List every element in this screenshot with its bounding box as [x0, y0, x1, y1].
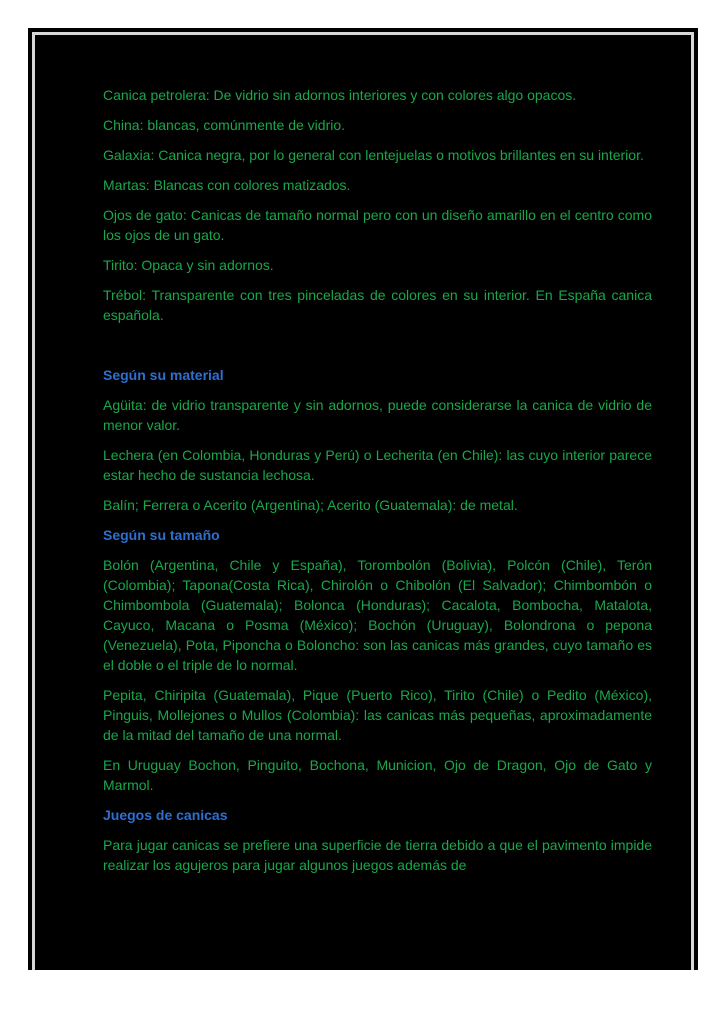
section-spacer — [103, 335, 652, 365]
paragraph-balin: Balín; Ferrera o Acerito (Argentina); Acerito (Guatemala): de metal. — [103, 497, 518, 513]
paragraph-canica-petrolera: Canica petrolera: De vidrio sin adornos interiores y con colores algo opacos. — [103, 87, 577, 103]
page-frame-top — [32, 32, 694, 35]
paragraph-martas: Martas: Blancas con colores matizados. — [103, 177, 351, 193]
paragraph-tirito: Tirito: Opaca y sin adornos. — [103, 257, 274, 273]
heading-segun-su-tamano: Según su tamaño — [103, 527, 220, 543]
document-page — [28, 28, 698, 970]
paragraph-para-jugar: Para jugar canicas se prefiere una superficie de tierra debido a que el pavimento impide realizar los agujeros para jugar algunos juegos además de — [103, 837, 652, 873]
paragraph-uruguay: En Uruguay Bochon, Pinguito, Bochona, Municion, Ojo de Dragon, Ojo de Gato y Marmol. — [103, 757, 652, 793]
paragraph-trebol: Trébol: Transparente con tres pinceladas de colores en su interior. En España canica española. — [103, 287, 652, 323]
document-content — [103, 85, 652, 885]
paragraph-lechera: Lechera (en Colombia, Honduras y Perú) o Lecherita (en Chile): las cuyo interior parece estar hecho de sustancia lechosa. — [103, 447, 652, 483]
paragraph-galaxia: Galaxia: Canica negra, por lo general con lentejuelas o motivos brillantes en su interior. — [103, 147, 644, 163]
paragraph-pepita: Pepita, Chiripita (Guatemala), Pique (Puerto Rico), Tirito (Chile) o Pedito (México), Pinguis, Mollejones o Mullos (Colombia): las canicas más pequeñas, aproximadamente de la mitad del tamaño de una normal. — [103, 687, 652, 743]
heading-juegos-de-canicas: Juegos de canicas — [103, 807, 228, 823]
page-frame-left — [32, 32, 35, 970]
page-frame-right — [691, 32, 694, 970]
paragraph-aguita: Agüita: de vidrio transparente y sin adornos, puede considerarse la canica de vidrio de menor valor. — [103, 397, 652, 433]
paragraph-bolon: Bolón (Argentina, Chile y España), Torombolón (Bolivia), Polcón (Chile), Terón (Colombia); Tapona(Costa Rica), Chirolón o Chibolón (El Salvador); Chimbombón o Chimbombola (Guatemala); Bolonca (Honduras); Cacalota, Bombocha, Matalota, Cayuco, Macana o Posma (México); Bochón (Uruguay), Bolondrona o pepona (Venezuela), Pota, Piponcha o Boloncho: son las canicas más grandes, cuyo tamaño es el doble o el triple de lo normal. — [103, 557, 652, 673]
paragraph-china: China: blancas, comúnmente de vidrio. — [103, 117, 346, 133]
heading-segun-su-material: Según su material — [103, 367, 224, 383]
paragraph-ojos-de-gato: Ojos de gato: Canicas de tamaño normal pero con un diseño amarillo en el centro como los ojos de un gato. — [103, 207, 652, 243]
